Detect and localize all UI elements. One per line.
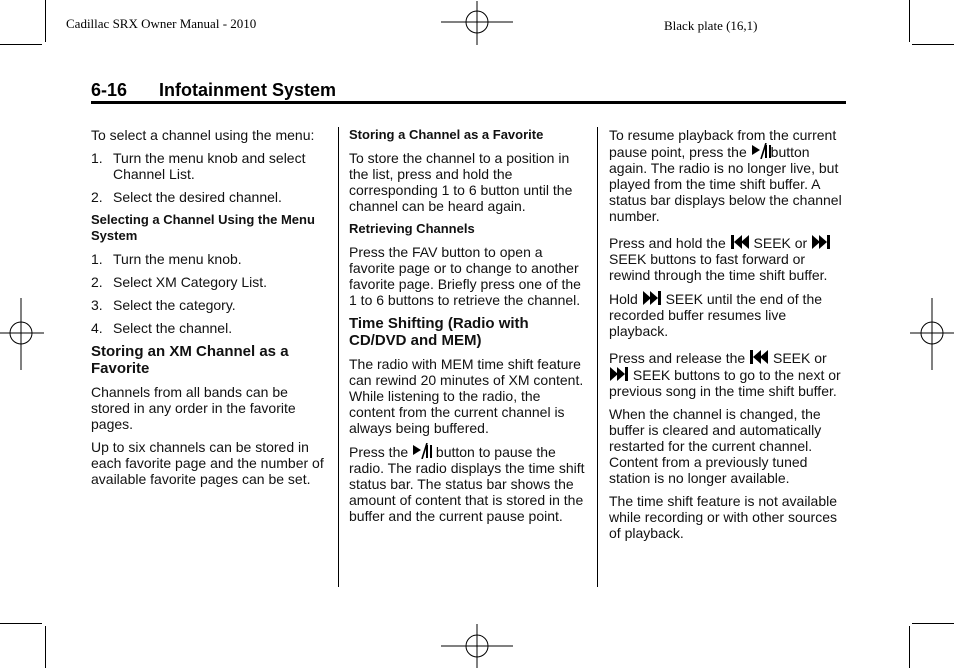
registration-mark-icon [0,298,44,370]
crop-mark [909,0,910,42]
registration-mark-icon [910,298,954,370]
play-pause-icon [751,143,771,159]
list-item: 3. Select the category. [91,297,236,313]
intro-text: To select a channel using the menu: [91,127,315,143]
page-title [91,80,336,101]
paragraph: Press and release the SEEK or SEEK buttons to go to the next or previous song in the time shift buffer. [609,350,841,399]
paragraph: When the channel is changed, the buffer is cleared and automatically restarted for the current channel. Content from a previously tuned station is no longer available. [609,406,822,486]
list-item: 1. Turn the menu knob. [91,251,242,267]
paragraph: Press and hold the SEEK or SEEK buttons to fast forward or rewind through the time shift buffer. [609,234,847,283]
crop-mark [0,44,42,45]
seek-back-icon [730,234,750,250]
registration-mark-icon [441,1,513,45]
header-plate: Black plate (16,1) [664,18,758,33]
subheading: Storing a Channel as a Favorite [349,127,544,142]
play-pause-icon [412,443,432,459]
seek-back-icon [749,349,769,365]
paragraph: Press the FAV button to open a favorite page or to change to another favorite page. Briefly press one of the 1 to 6 buttons to retrieve the channel. [349,244,581,308]
steps-list [91,150,329,205]
subheading: Selecting a Channel Using the Menu System [91,212,315,243]
title-rule [91,101,846,104]
crop-mark [45,626,46,668]
header-manual-title: Cadillac SRX Owner Manual - 2010 [66,16,257,31]
paragraph: To resume playback from the current pause point, press the button again. The radio is no longer live, but played from the time shift buffer. A status bar displays below the channel number. [609,127,842,224]
subheading: Retrieving Channels [349,221,475,236]
crop-mark [0,623,42,624]
paragraph: Press the button to pause the radio. The radio displays the time shift status bar. The status bar shows the amount of content that is stored in the buffer and the current pause point. [349,444,585,524]
paragraph: Channels from all bands can be stored in any order in the favorite pages. [91,384,296,432]
seek-forward-icon [811,234,831,250]
seek-forward-icon [609,366,629,382]
crop-mark [45,0,46,42]
paragraph: The time shift feature is not available while recording or with other sources of playback. [609,493,838,541]
column-2 [349,127,585,531]
list-item: 2. Select XM Category List. [91,274,268,290]
section-heading: Storing an XM Channel as a Favorite [91,343,289,377]
list-item: 4. Select the channel. [91,320,233,336]
crop-mark [912,623,954,624]
column-1 [91,127,329,494]
list-item: 1. Turn the menu knob and select Channel List. [91,150,306,182]
page-number: 6-16 [91,80,128,100]
column-divider [597,127,598,587]
paragraph: Up to six channels can be stored in each favorite page and the number of available favorite pages can be set. [91,439,324,487]
list-item: 2. Select the desired channel. [91,189,282,205]
crop-mark [909,626,910,668]
section-heading: Time Shifting (Radio with CD/DVD and MEM) [349,315,529,349]
steps-list [91,251,329,336]
column-3 [609,127,847,548]
column-divider [338,127,339,587]
crop-mark [912,44,954,45]
chapter-title: Infotainment System [159,80,337,100]
paragraph: To store the channel to a position in the list, press and hold the corresponding 1 to 6 button until the channel can be heard again. [349,150,573,214]
paragraph: The radio with MEM time shift feature can rewind 20 minutes of XM content. While listening to the radio, the content from the current channel is always being buffered. [349,356,584,436]
paragraph: Hold SEEK until the end of the recorded buffer resumes live playback. [609,291,823,339]
seek-forward-icon [642,290,662,306]
registration-mark-icon [441,624,513,668]
